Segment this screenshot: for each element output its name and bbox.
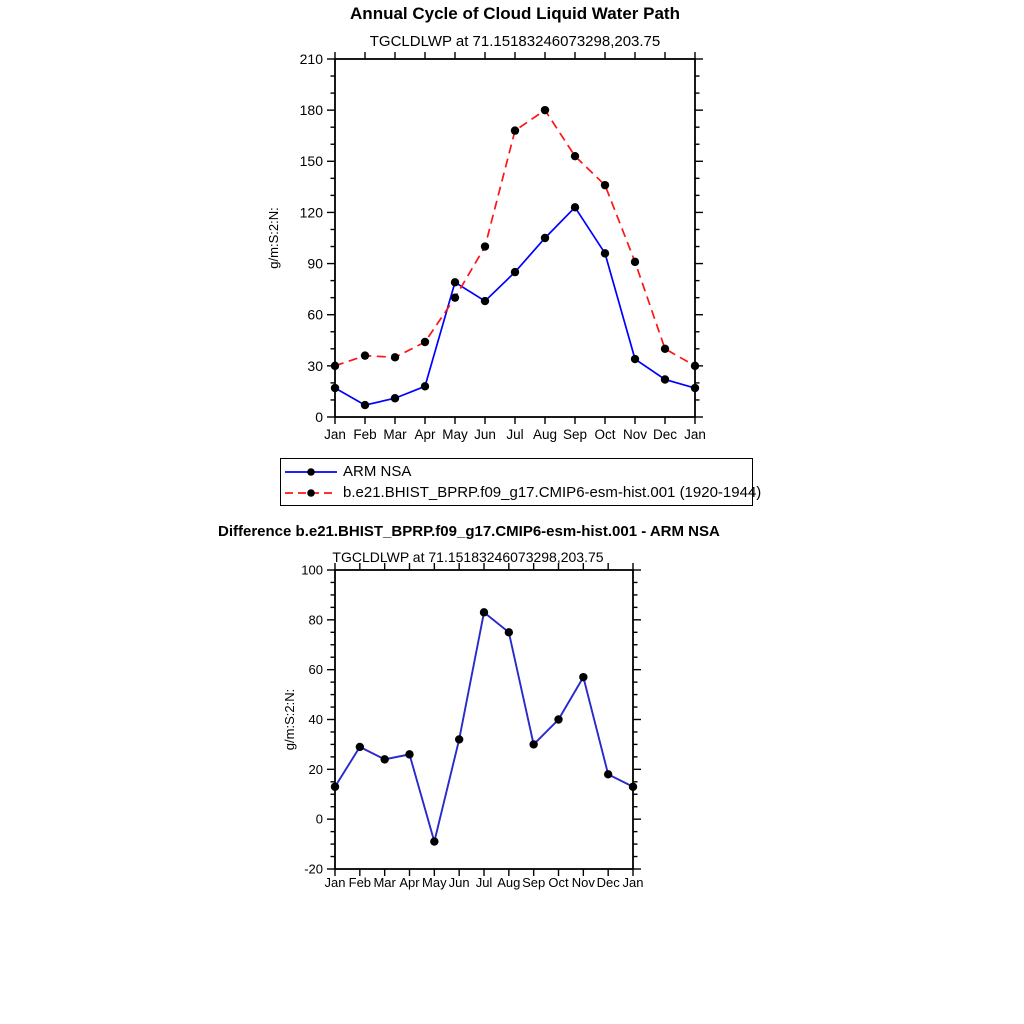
svg-text:Mar: Mar [373, 875, 396, 890]
svg-text:Dec: Dec [596, 875, 620, 890]
svg-text:Jan: Jan [324, 427, 346, 442]
svg-text:Jan: Jan [324, 875, 346, 890]
svg-text:Oct: Oct [594, 427, 616, 442]
svg-text:150: 150 [299, 153, 323, 170]
svg-text:May: May [442, 427, 468, 442]
legend-box [280, 458, 762, 506]
svg-text:Jun: Jun [474, 427, 496, 442]
svg-text:Apr: Apr [399, 875, 420, 890]
svg-text:Jan: Jan [684, 427, 706, 442]
svg-text:Aug: Aug [532, 427, 558, 442]
svg-text:80: 80 [308, 612, 323, 628]
svg-text:40: 40 [308, 712, 323, 728]
svg-text:Dec: Dec [652, 427, 678, 442]
svg-text:May: May [422, 875, 447, 890]
svg-text:Oct: Oct [548, 875, 569, 890]
svg-text:Jan: Jan [622, 875, 644, 890]
svg-text:Aug: Aug [497, 875, 521, 890]
legend-label-arm-nsa: ARM NSA [343, 463, 412, 480]
svg-text:90: 90 [307, 255, 323, 272]
legend-line-sample-red-dashed [284, 486, 338, 500]
svg-text:30: 30 [307, 357, 323, 374]
difference-chart-subtitle: TGCLDLWP at 71.15183246073298,203.75 [332, 549, 604, 565]
svg-text:210: 210 [299, 50, 323, 67]
svg-text:Sep: Sep [562, 427, 588, 442]
svg-text:Feb: Feb [348, 875, 372, 890]
svg-text:20: 20 [308, 761, 323, 777]
svg-text:120: 120 [299, 204, 323, 221]
legend-entry-model [284, 482, 762, 503]
top-chart-subtitle: TGCLDLWP at 71.15183246073298,203.75 [369, 33, 661, 50]
svg-text:Apr: Apr [414, 427, 436, 442]
svg-text:Nov: Nov [571, 875, 595, 890]
svg-text:Jun: Jun [448, 875, 470, 890]
top-chart-title: Annual Cycle of Cloud Liquid Water Path [350, 4, 680, 23]
svg-text:100: 100 [301, 562, 323, 578]
svg-text:Mar: Mar [383, 427, 407, 442]
svg-text:60: 60 [308, 662, 323, 678]
svg-text:Nov: Nov [622, 427, 648, 442]
svg-text:Jul: Jul [506, 427, 524, 442]
svg-text:60: 60 [307, 306, 323, 323]
svg-text:Feb: Feb [353, 427, 377, 442]
svg-text:g/m:S:2:N:: g/m:S:2:N: [266, 207, 281, 269]
svg-text:0: 0 [315, 811, 323, 827]
svg-text:0: 0 [315, 408, 323, 425]
svg-text:-20: -20 [304, 861, 323, 877]
svg-text:Sep: Sep [522, 875, 546, 890]
svg-text:180: 180 [299, 102, 323, 119]
svg-text:Jul: Jul [475, 875, 493, 890]
legend-entry-arm-nsa [284, 461, 749, 482]
legend-label-model: b.e21.BHIST_BPRP.f09_g17.CMIP6-esm-hist.001 (1920-1944) [343, 484, 762, 501]
legend-line-sample-blue-solid [284, 465, 338, 479]
difference-chart-title: Difference b.e21.BHIST_BPRP.f09_g17.CMIP6-esm-hist.001 - ARM NSA [218, 523, 720, 540]
svg-text:g/m:S:2:N:: g/m:S:2:N: [282, 688, 297, 751]
